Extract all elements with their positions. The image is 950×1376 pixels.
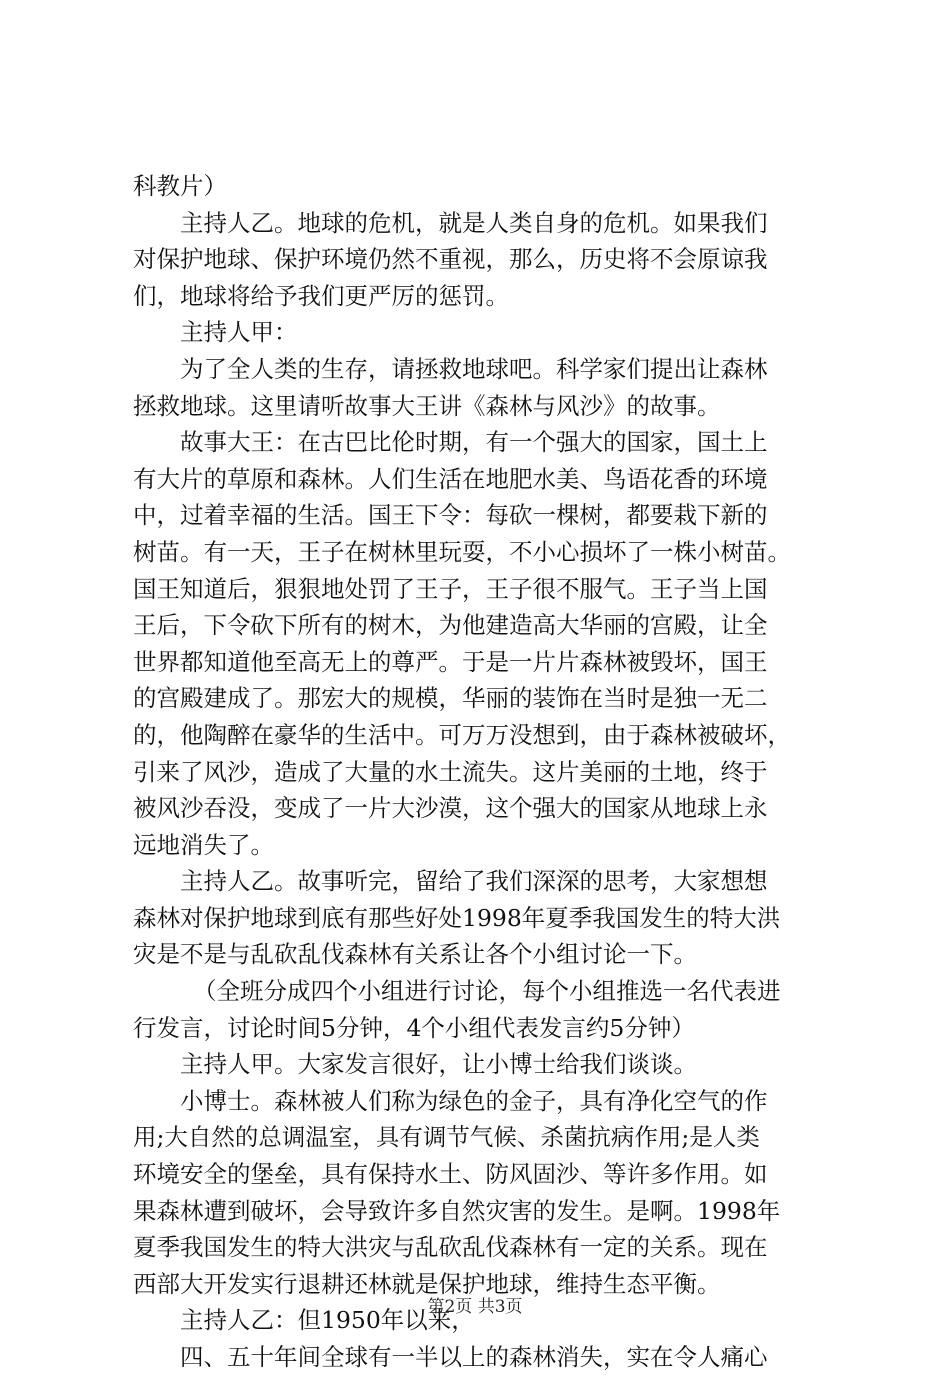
text-line: 的，他陶醉在豪华的生活中。可万万没想到，由于森林被破坏， — [133, 720, 791, 749]
text-line: 远地消失了。 — [133, 830, 274, 859]
text-line: 故事大王：在古巴比伦时期，有一个强大的国家，国土上 — [180, 428, 768, 457]
text-line: 行发言，讨论时间5分钟，4个小组代表发言约5分钟） — [133, 1013, 695, 1042]
text-line: 四、五十年间全球有一半以上的森林消失，实在令人痛心 — [180, 1343, 768, 1371]
text-line: 主持人乙。地球的危机，就是人类自身的危机。如果我们 — [180, 208, 768, 237]
text-line: 森林对保护地球到底有那些好处1998年夏季我国发生的特大洪 — [133, 903, 781, 932]
text-line: 科教片） — [133, 172, 227, 200]
text-line: 用;大自然的总调温室，具有调节气候、杀菌抗病作用;是人类 — [133, 1123, 760, 1152]
text-line: 树苗。有一天，王子在树林里玩耍，不小心损坏了一株小树苗。 — [133, 537, 791, 566]
text-line: 夏季我国发生的特大洪灾与乱砍乱伐森林有一定的关系。现在 — [133, 1233, 768, 1262]
text-line: 拯救地球。这里请听故事大王讲《森林与风沙》的故事。 — [133, 391, 721, 420]
document-body — [133, 168, 833, 1376]
text-line: 国王知道后，狠狠地处罚了王子，王子很不服气。王子当上国 — [133, 574, 768, 603]
text-line: 对保护地球、保护环境仍然不重视，那么，历史将不会原谅我 — [133, 245, 768, 274]
text-line: 世界都知道他至高无上的尊严。于是一片片森林被毁坏，国王 — [133, 647, 768, 676]
text-line: 环境安全的堡垒，具有保持水土、防风固沙、等许多作用。如 — [133, 1160, 768, 1189]
text-line: （全班分成四个小组进行讨论，每个小组推选一名代表进 — [193, 977, 781, 1006]
text-line: 被风沙吞没，变成了一片大沙漠，这个强大的国家从地球上永 — [133, 794, 768, 823]
text-line: 的宫殿建成了。那宏大的规模，华丽的装饰在当时是独一无二 — [133, 684, 768, 713]
text-line: 有大片的草原和森林。人们生活在地肥水美、鸟语花香的环境 — [133, 464, 768, 493]
text-line: 小博士。森林被人们称为绿色的金子，具有净化空气的作 — [180, 1086, 768, 1115]
text-line: 主持人甲： — [180, 318, 298, 347]
text-line: 主持人乙。故事听完，留给了我们深深的思考，大家想想 — [180, 867, 768, 896]
page-footer: 第2页 共3页 — [427, 1297, 523, 1317]
text-line: 果森林遭到破坏，会导致许多自然灾害的发生。是啊。1998年 — [133, 1196, 781, 1225]
text-line: 为了全人类的生存，请拯救地球吧。科学家们提出让森林 — [180, 354, 768, 383]
text-line: 灾是不是与乱砍乱伐森林有关系让各个小组讨论一下。 — [133, 940, 697, 969]
text-line: 中，过着幸福的生活。国王下令：每砍一棵树，都要栽下新的 — [133, 501, 768, 530]
text-line: 王后，下令砍下所有的树木，为他建造高大华丽的宫殿，让全 — [133, 611, 768, 640]
text-line: 主持人甲。大家发言很好，让小博士给我们谈谈。 — [180, 1050, 697, 1079]
text-line: 主持人乙：但1950年以来， — [180, 1306, 475, 1335]
text-line: 西部大开发实行退耕还林就是保护地球，维持生态平衡。 — [133, 1269, 721, 1298]
text-line: 们，地球将给予我们更严厉的惩罚。 — [133, 281, 509, 310]
text-line: 引来了风沙，造成了大量的水土流失。这片美丽的土地，终于 — [133, 757, 768, 786]
